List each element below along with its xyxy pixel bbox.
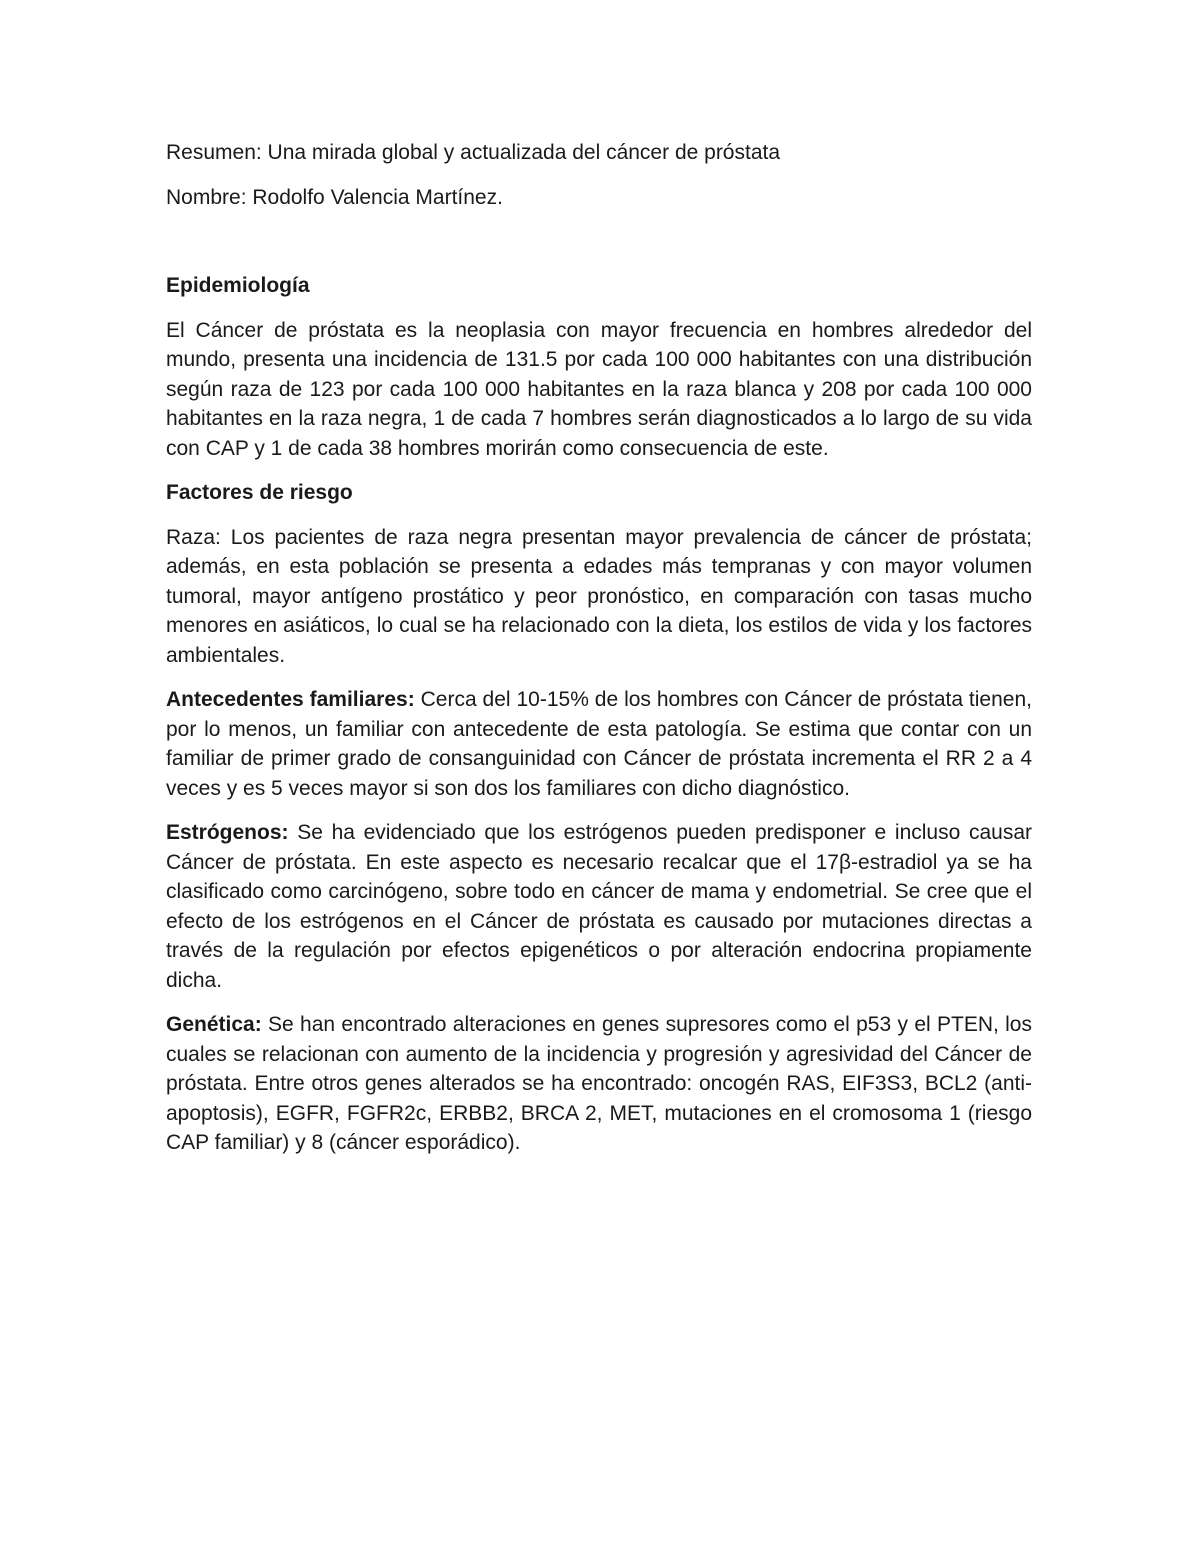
lead-estrogenos: Estrógenos: [166,821,289,844]
text-antecedentes: Cerca del 10-15% de los hombres con Cáncer de próstata tienen, por lo menos, un familiar con antecedente de esta patología. Se estima que contar con un familiar de primer grado de consanguinidad con Cáncer de próstata incrementa el RR 2 a 4 veces y es 5 veces mayor si son dos los familiares con dicho diagnóstico. [166,688,1032,800]
paragraph-genetica [166,1010,1032,1158]
lead-antecedentes: Antecedentes familiares: [166,688,415,711]
text-estrogenos: Se ha evidenciado que los estrógenos pueden predisponer e incluso causar Cáncer de próstata. En este aspecto es necesario recalcar que el 17β-estradiol ya se ha clasificado como carcinógeno, sobre todo en cáncer de mama y endometrial. Se cree que el efecto de los estrógenos en el Cáncer de próstata es causado por mutaciones directas a través de la regulación por efectos epigenéticos o por alteración endocrina propiamente dicha. [166,821,1032,992]
document-title: Resumen: Una mirada global y actualizada del cáncer de próstata [166,141,781,164]
document-page [166,138,1032,1173]
paragraph-raza: Raza: Los pacientes de raza negra presentan mayor prevalencia de cáncer de próstata; además, en esta población se presenta a edades más tempranas y con mayor volumen tumoral, mayor antígeno prostático y peor pronóstico, en comparación con tasas mucho menores en asiáticos, lo cual se ha relacionado con la dieta, los estilos de vida y los factores ambientales. [166,525,1032,667]
heading-factores-de-riesgo: Factores de riesgo [166,481,353,504]
paragraph-epidemiologia: El Cáncer de próstata es la neoplasia con mayor frecuencia en hombres alrededor del mundo, presenta una incidencia de 131.5 por cada 100 000 habitantes con una distribución según raza de 123 por cada 100 000 habitantes en la raza blanca y 208 por cada 100 000 habitantes en la raza negra, 1 de cada 7 hombres serán diagnosticados a lo largo de su vida con CAP y 1 de cada 38 hombres morirán como consecuencia de este. [166,318,1032,460]
heading-epidemiologia: Epidemiología [166,274,310,297]
lead-genetica: Genética: [166,1013,262,1036]
paragraph-estrogenos [166,818,1032,995]
text-genetica: Se han encontrado alteraciones en genes supresores como el p53 y el PTEN, los cuales se relacionan con aumento de la incidencia y progresión y agresividad del Cáncer de próstata. Entre otros genes alterados se ha encontrado: oncogén RAS, EIF3S3, BCL2 (anti-apoptosis), EGFR, FGFR2c, ERBB2, BRCA 2, MET, mutaciones en el cromosoma 1 (riesgo CAP familiar) y 8 (cáncer esporádico). [166,1013,1032,1154]
author-name: Nombre: Rodolfo Valencia Martínez. [166,185,503,209]
paragraph-antecedentes [166,685,1032,803]
